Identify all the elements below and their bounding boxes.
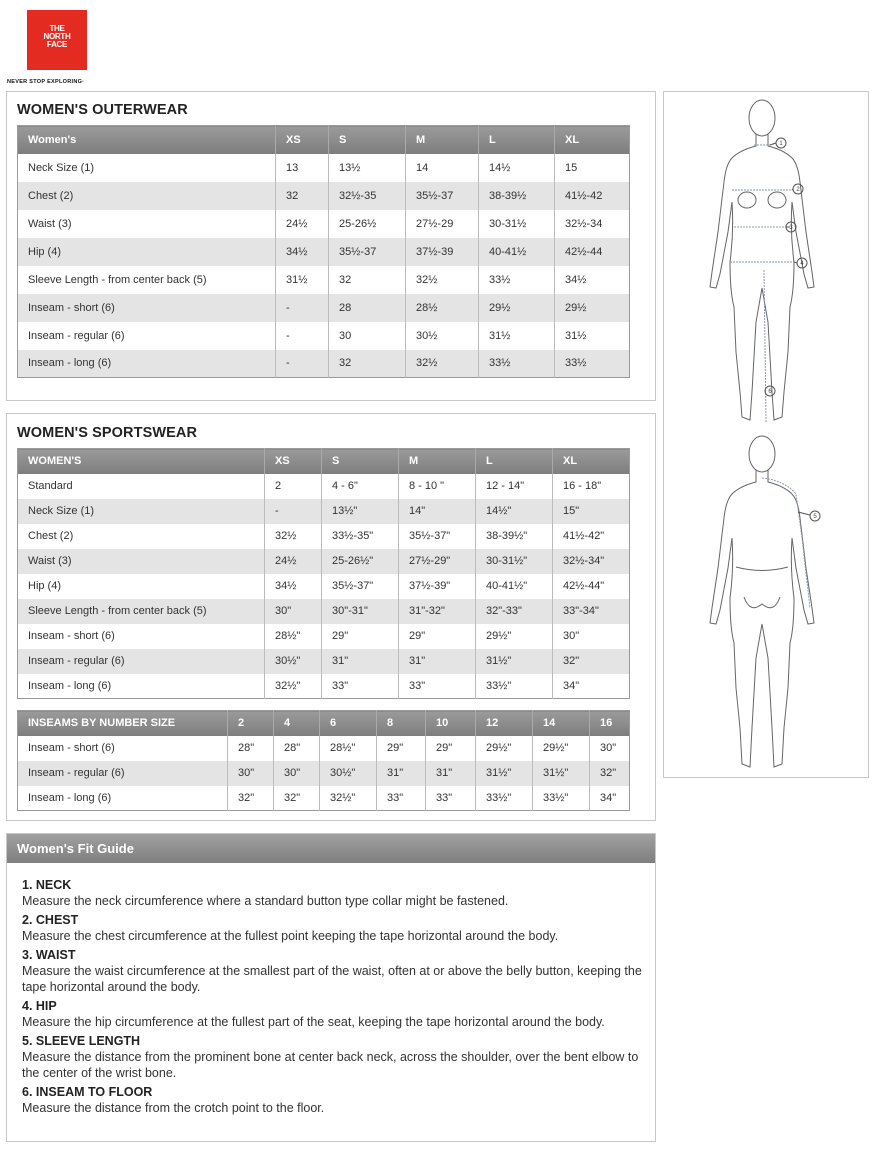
outerwear-cell: 32½-35 <box>329 182 406 210</box>
fit-guide-item <box>22 1085 642 1116</box>
marker-6-label: 6 <box>768 389 772 395</box>
outerwear-cell: 29½ <box>479 294 555 322</box>
inseams-cell: 33½" <box>533 786 590 811</box>
fit-guide-item-heading: 5. SLEEVE LENGTH <box>22 1034 141 1048</box>
outerwear-row-label: Waist (3) <box>18 210 276 238</box>
sportswear-row-label: Waist (3) <box>18 549 265 574</box>
outerwear-cell: 28½ <box>406 294 479 322</box>
outerwear-cell: 33½ <box>555 350 630 378</box>
fit-guide-item <box>22 1034 642 1081</box>
inseams-cell: 29" <box>426 736 476 761</box>
sportswear-cell: 42½-44" <box>563 580 605 592</box>
marker-5-label: 5 <box>813 514 817 520</box>
inseams-cell: 29" <box>377 736 426 761</box>
fit-guide-item-text: Measure the chest circumference at the fullest point keeping the tape horizontal around the body. <box>22 929 559 943</box>
outerwear-cell: 41½-42 <box>555 182 630 210</box>
outerwear-cell: 32½-34 <box>565 217 603 230</box>
sportswear-cell: 14½" <box>476 499 553 524</box>
inseams-header-cell: INSEAMS BY NUMBER SIZE <box>18 711 228 736</box>
outerwear-cell: 33½ <box>479 350 555 378</box>
body-measurement-diagram <box>664 92 868 777</box>
outerwear-cell: 32½ <box>406 350 479 378</box>
sportswear-cell: 35½-37" <box>322 574 399 599</box>
outerwear-cell: 35½-37 <box>329 238 406 266</box>
outerwear-row-label: Sleeve Length - from center back (5) <box>18 266 276 294</box>
sportswear-cell: 15" <box>553 499 630 524</box>
marker-3-label: 3 <box>789 225 793 231</box>
sportswear-row <box>18 474 630 499</box>
outerwear-cell: 30 <box>329 322 406 350</box>
inseams-cell: 34" <box>600 791 617 804</box>
outerwear-cell: 32 <box>329 350 406 378</box>
sportswear-cell: 32½-34" <box>553 549 630 574</box>
fit-guide-item-text: Measure the distance from the prominent bone at center back neck, across the shoulder, over the bent elbow to the center of the wrist bone. <box>22 1050 639 1080</box>
fit-guide-item <box>22 913 642 944</box>
sportswear-row-label: Inseam - short (6) <box>18 624 265 649</box>
outerwear-table <box>17 125 630 378</box>
outerwear-row-label: Hip (4) <box>18 238 276 266</box>
inseams-cell: 28½" <box>320 736 377 761</box>
sportswear-header-cell: L <box>476 449 553 474</box>
sportswear-row <box>18 499 630 524</box>
sportswear-cell: 12 - 14" <box>476 474 553 499</box>
sportswear-row-label: Inseam - regular (6) <box>18 649 265 674</box>
sportswear-cell: 40-41½" <box>476 574 553 599</box>
fit-guide-item-heading: 6. INSEAM TO FLOOR <box>22 1085 153 1099</box>
sportswear-cell: 38-39½" <box>476 524 553 549</box>
inseams-row-label: Inseam - long (6) <box>18 786 228 811</box>
body-diagram-panel <box>663 91 869 778</box>
outerwear-cell: 32 <box>276 182 329 210</box>
front-measure-lines <box>730 145 794 422</box>
fit-guide-item-text: Measure the distance from the crotch point to the floor. <box>22 1101 325 1115</box>
sportswear-cell: 33" <box>322 674 399 699</box>
sportswear-cell: 16 - 18" <box>563 480 602 492</box>
outerwear-cell: 33½ <box>479 266 555 294</box>
outerwear-cell: 14½ <box>479 154 555 182</box>
sportswear-row-label: Inseam - long (6) <box>18 674 265 699</box>
sportswear-cell: 29" <box>399 624 476 649</box>
inseams-cell: 29½" <box>476 736 533 761</box>
sportswear-row <box>18 624 630 649</box>
outerwear-cell: 37½-39 <box>406 238 479 266</box>
sportswear-cell: 13½" <box>322 499 399 524</box>
sportswear-cell: 34½ <box>265 574 322 599</box>
inseams-cell: 28" <box>228 736 274 761</box>
outerwear-header-cell: Women's <box>18 126 276 154</box>
inseams-cell: 29½" <box>533 736 590 761</box>
sportswear-title: WOMEN'S SPORTSWEAR <box>17 425 198 441</box>
sportswear-header-cell: XL <box>553 449 630 474</box>
sportswear-cell: 32½ <box>265 524 322 549</box>
fit-guide-title: Women's Fit Guide <box>7 834 655 863</box>
inseams-header-cell: 14 <box>533 711 590 736</box>
sportswear-cell: 29" <box>322 624 399 649</box>
fit-guide-item <box>22 948 642 995</box>
inseams-table <box>17 710 630 811</box>
outerwear-cell: - <box>276 322 329 350</box>
outerwear-row <box>18 350 630 378</box>
inseams-cell: 33" <box>426 786 476 811</box>
outerwear-row <box>18 238 630 266</box>
fit-guide-item-heading: 3. WAIST <box>22 948 76 962</box>
sportswear-cell: 32" <box>553 649 630 674</box>
inseams-row <box>18 786 630 811</box>
sportswear-cell: 31" <box>322 649 399 674</box>
fit-guide-item-heading: 4. HIP <box>22 999 57 1013</box>
outerwear-cell: 31½ <box>276 266 329 294</box>
outerwear-row <box>18 154 630 182</box>
outerwear-panel <box>6 91 656 401</box>
outerwear-cell: - <box>276 350 329 378</box>
sportswear-cell: 31"-32" <box>399 599 476 624</box>
marker-2-label: 2 <box>796 187 800 193</box>
inseams-cell: 32½" <box>320 786 377 811</box>
inseams-cell: 33" <box>377 786 426 811</box>
fit-guide-panel <box>6 833 656 1142</box>
sportswear-cell: 27½-29" <box>399 549 476 574</box>
outerwear-cell: 15 <box>565 161 578 174</box>
fit-guide-item-heading: 1. NECK <box>22 878 72 892</box>
inseams-cell: 30" <box>228 761 274 786</box>
inseams-row <box>18 761 630 786</box>
sportswear-cell: 30" <box>265 599 322 624</box>
sportswear-row-label: Standard <box>18 474 265 499</box>
sportswear-header-cell: XS <box>265 449 322 474</box>
sportswear-cell: 33½" <box>476 674 553 699</box>
sportswear-cell: 2 <box>265 474 322 499</box>
inseams-cell: 31½" <box>533 761 590 786</box>
sportswear-cell: 4 - 6" <box>322 474 399 499</box>
outerwear-cell: 27½-29 <box>406 210 479 238</box>
outerwear-cell: 32 <box>329 266 406 294</box>
outerwear-cell: 24½ <box>276 210 329 238</box>
sportswear-cell: - <box>265 499 322 524</box>
inseams-row-label: Inseam - regular (6) <box>18 761 228 786</box>
inseams-header-cell: 12 <box>476 711 533 736</box>
sportswear-cell: 33½-35" <box>322 524 399 549</box>
outerwear-cell: 31½ <box>479 322 555 350</box>
sportswear-row-label: Sleeve Length - from center back (5) <box>18 599 265 624</box>
outerwear-cell: 34½ <box>565 273 587 286</box>
outerwear-cell: 13 <box>276 154 329 182</box>
outerwear-cell: 35½-37 <box>406 182 479 210</box>
sportswear-cell: 34" <box>563 679 580 692</box>
inseams-cell: 31" <box>377 761 426 786</box>
inseams-cell: 30" <box>274 761 320 786</box>
sportswear-cell: 33" <box>399 674 476 699</box>
sportswear-header-cell: S <box>322 449 399 474</box>
marker-1-label: 1 <box>779 141 783 147</box>
fit-guide-item-heading: 2. CHEST <box>22 913 79 927</box>
outerwear-row-label: Inseam - short (6) <box>18 294 276 322</box>
inseams-cell: 33½" <box>476 786 533 811</box>
sportswear-row <box>18 649 630 674</box>
outerwear-cell: 30½ <box>406 322 479 350</box>
sportswear-row <box>18 574 630 599</box>
sportswear-row-label: Neck Size (1) <box>18 499 265 524</box>
sportswear-panel <box>6 413 656 821</box>
inseams-header-cell: 2 <box>228 711 274 736</box>
outerwear-row <box>18 322 630 350</box>
inseams-header-cell: 8 <box>377 711 426 736</box>
sportswear-header-cell: M <box>399 449 476 474</box>
sportswear-row <box>18 674 630 699</box>
marker-4-label: 4 <box>800 261 804 267</box>
sportswear-cell: 35½-37" <box>399 524 476 549</box>
sportswear-cell: 25-26½" <box>322 549 399 574</box>
fit-guide-item-text: Measure the neck circumference where a standard button type collar might be fastened. <box>22 894 509 908</box>
sportswear-row <box>18 524 630 549</box>
outerwear-row-label: Inseam - regular (6) <box>18 322 276 350</box>
outerwear-cell: 25-26½ <box>329 210 406 238</box>
outerwear-cell: 13½ <box>329 154 406 182</box>
back-measure-lines <box>762 478 810 608</box>
outerwear-cell: 14 <box>406 154 479 182</box>
sportswear-cell: 30½" <box>265 649 322 674</box>
outerwear-header-cell: XL <box>555 126 630 154</box>
outerwear-header-cell: XS <box>276 126 329 154</box>
outerwear-title: WOMEN'S OUTERWEAR <box>17 102 188 118</box>
outerwear-cell: 38-39½ <box>479 182 555 210</box>
sportswear-cell: 32½" <box>265 674 322 699</box>
sportswear-row-label: Chest (2) <box>18 524 265 549</box>
outerwear-row-label: Inseam - long (6) <box>18 350 276 378</box>
logo-wordmark: THE NORTH FACE <box>43 24 71 49</box>
sportswear-cell: 8 - 10 " <box>399 474 476 499</box>
outerwear-header-cell: L <box>479 126 555 154</box>
fit-guide-item-text: Measure the waist circumference at the smallest part of the waist, often at or above the belly button, keeping the tape horizontal around the body. <box>22 964 642 994</box>
fit-guide-list <box>22 878 642 1120</box>
outerwear-cell: 32½ <box>406 266 479 294</box>
outerwear-row <box>18 266 630 294</box>
inseams-cell: 30½" <box>320 761 377 786</box>
back-figure <box>710 436 814 767</box>
outerwear-cell: 29½ <box>555 294 630 322</box>
sportswear-cell: 28½" <box>265 624 322 649</box>
brand-logo <box>27 10 87 70</box>
sportswear-cell: 30-31½" <box>476 549 553 574</box>
outerwear-cell: 34½ <box>276 238 329 266</box>
outerwear-row <box>18 294 630 322</box>
sportswear-header-cell: WOMEN'S <box>18 449 265 474</box>
outerwear-header-cell: S <box>329 126 406 154</box>
outerwear-cell: 40-41½ <box>479 238 555 266</box>
inseams-header-cell: 4 <box>274 711 320 736</box>
sportswear-cell: 41½-42" <box>563 530 605 542</box>
sportswear-cell: 32"-33" <box>476 599 553 624</box>
inseams-cell: 32" <box>274 786 320 811</box>
front-markers <box>765 138 807 396</box>
outerwear-cell: 28 <box>329 294 406 322</box>
inseams-cell: 32" <box>590 761 630 786</box>
outerwear-cell: 31½ <box>565 329 587 342</box>
sportswear-cell: 33"-34" <box>553 599 630 624</box>
sportswear-cell: 29½" <box>476 624 553 649</box>
sportswear-row <box>18 599 630 624</box>
fit-guide-item-text: Measure the hip circumference at the fullest part of the seat, keeping the tape horizontal around the body. <box>22 1015 605 1029</box>
brand-tagline: NEVER STOP EXPLORING· <box>7 79 85 85</box>
sportswear-cell: 37½-39" <box>399 574 476 599</box>
sportswear-table <box>17 448 630 699</box>
inseams-cell: 31" <box>426 761 476 786</box>
inseams-cell: 28" <box>274 736 320 761</box>
outerwear-cell: 42½-44 <box>555 238 630 266</box>
outerwear-row <box>18 182 630 210</box>
inseams-header-cell: 6 <box>320 711 377 736</box>
sportswear-cell: 31" <box>399 649 476 674</box>
inseams-header-cell: 16 <box>590 711 630 736</box>
sportswear-cell: 14" <box>399 499 476 524</box>
inseams-row <box>18 736 630 761</box>
sportswear-row <box>18 549 630 574</box>
inseams-cell: 31½" <box>476 761 533 786</box>
outerwear-row-label: Chest (2) <box>18 182 276 210</box>
outerwear-cell: - <box>276 294 329 322</box>
fit-guide-item <box>22 999 642 1030</box>
sportswear-row-label: Hip (4) <box>18 574 265 599</box>
sportswear-cell: 30" <box>563 630 580 642</box>
inseams-cell: 32" <box>228 786 274 811</box>
inseams-header-cell: 10 <box>426 711 476 736</box>
sportswear-cell: 30"-31" <box>322 599 399 624</box>
outerwear-header-cell: M <box>406 126 479 154</box>
inseams-row-label: Inseam - short (6) <box>18 736 228 761</box>
outerwear-cell: 30-31½ <box>479 210 555 238</box>
fit-guide-item <box>22 878 642 909</box>
sportswear-cell: 24½ <box>265 549 322 574</box>
inseams-cell: 30" <box>600 742 617 754</box>
outerwear-row <box>18 210 630 238</box>
outerwear-row-label: Neck Size (1) <box>18 154 276 182</box>
sportswear-cell: 31½" <box>476 649 553 674</box>
back-markers <box>798 511 820 521</box>
